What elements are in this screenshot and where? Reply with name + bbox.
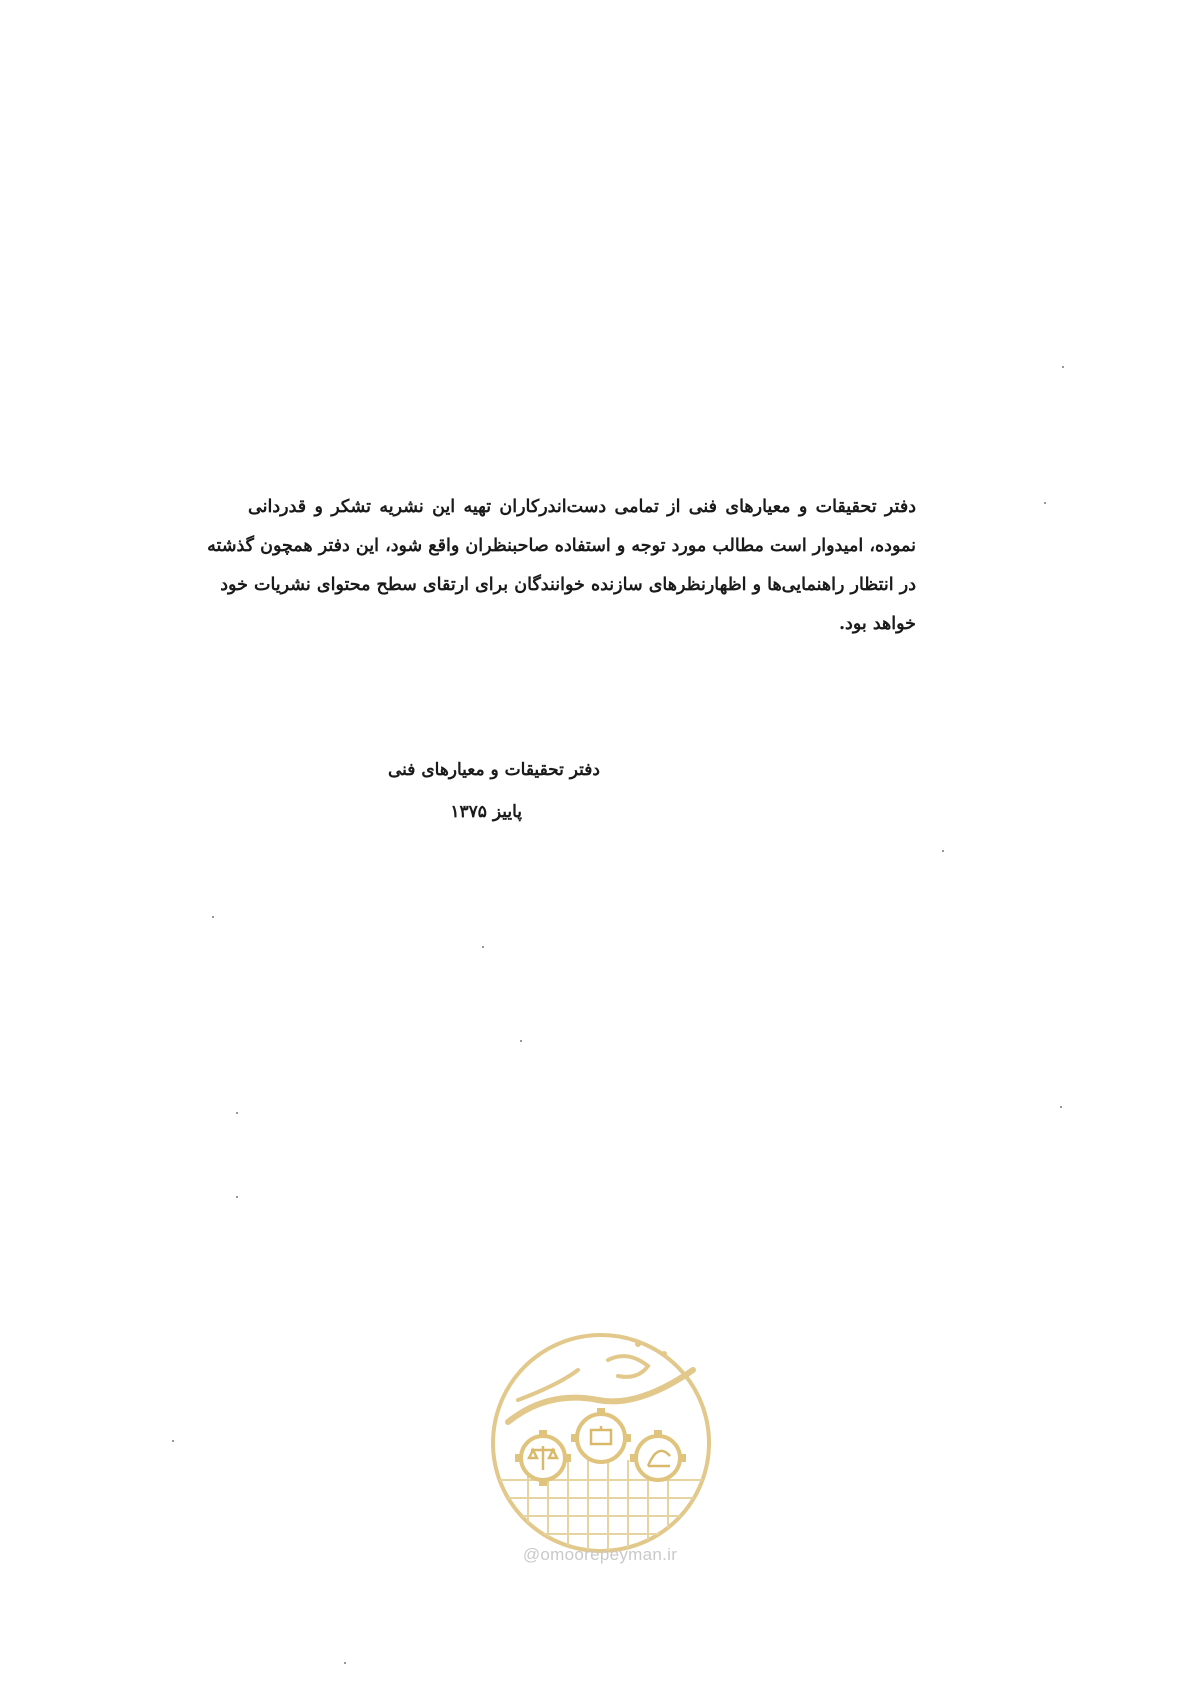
scan-speck bbox=[236, 1112, 238, 1114]
watermark-url: @omoorepeyman.ir bbox=[522, 1545, 678, 1564]
scan-speck bbox=[1062, 366, 1064, 368]
scan-speck bbox=[520, 1040, 522, 1042]
paragraph-line: دفتر تحقیقات و معیارهای فنی از تمامی دست‌اندرکاران تهیه این نشریه تشکر و قدردانی bbox=[248, 497, 916, 517]
omoorepeyman-logo-watermark bbox=[488, 1330, 714, 1556]
scan-speck bbox=[236, 1196, 238, 1198]
scan-speck bbox=[1044, 502, 1046, 504]
signature-date: پاییز ۱۳۷۵ bbox=[450, 802, 522, 822]
signature-organization: دفتر تحقیقات و معیارهای فنی bbox=[387, 760, 600, 780]
scan-speck bbox=[942, 850, 944, 852]
scan-speck bbox=[212, 916, 214, 918]
scan-speck bbox=[1060, 1106, 1062, 1108]
paragraph-line: خواهد بود. bbox=[838, 614, 916, 634]
paragraph-line: نموده، امیدوار است مطالب مورد توجه و استفاده صاحبنظران واقع شود، این دفتر همچون گذشته bbox=[207, 536, 916, 556]
acknowledgement-paragraph bbox=[207, 488, 916, 644]
scan-speck bbox=[344, 1662, 346, 1664]
scan-speck bbox=[482, 946, 484, 948]
paragraph-line: در انتظار راهنمایی‌ها و اظهارنظرهای سازنده خوانندگان برای ارتقای سطح محتوای نشریات خود bbox=[220, 575, 916, 595]
scan-speck bbox=[172, 1440, 174, 1442]
